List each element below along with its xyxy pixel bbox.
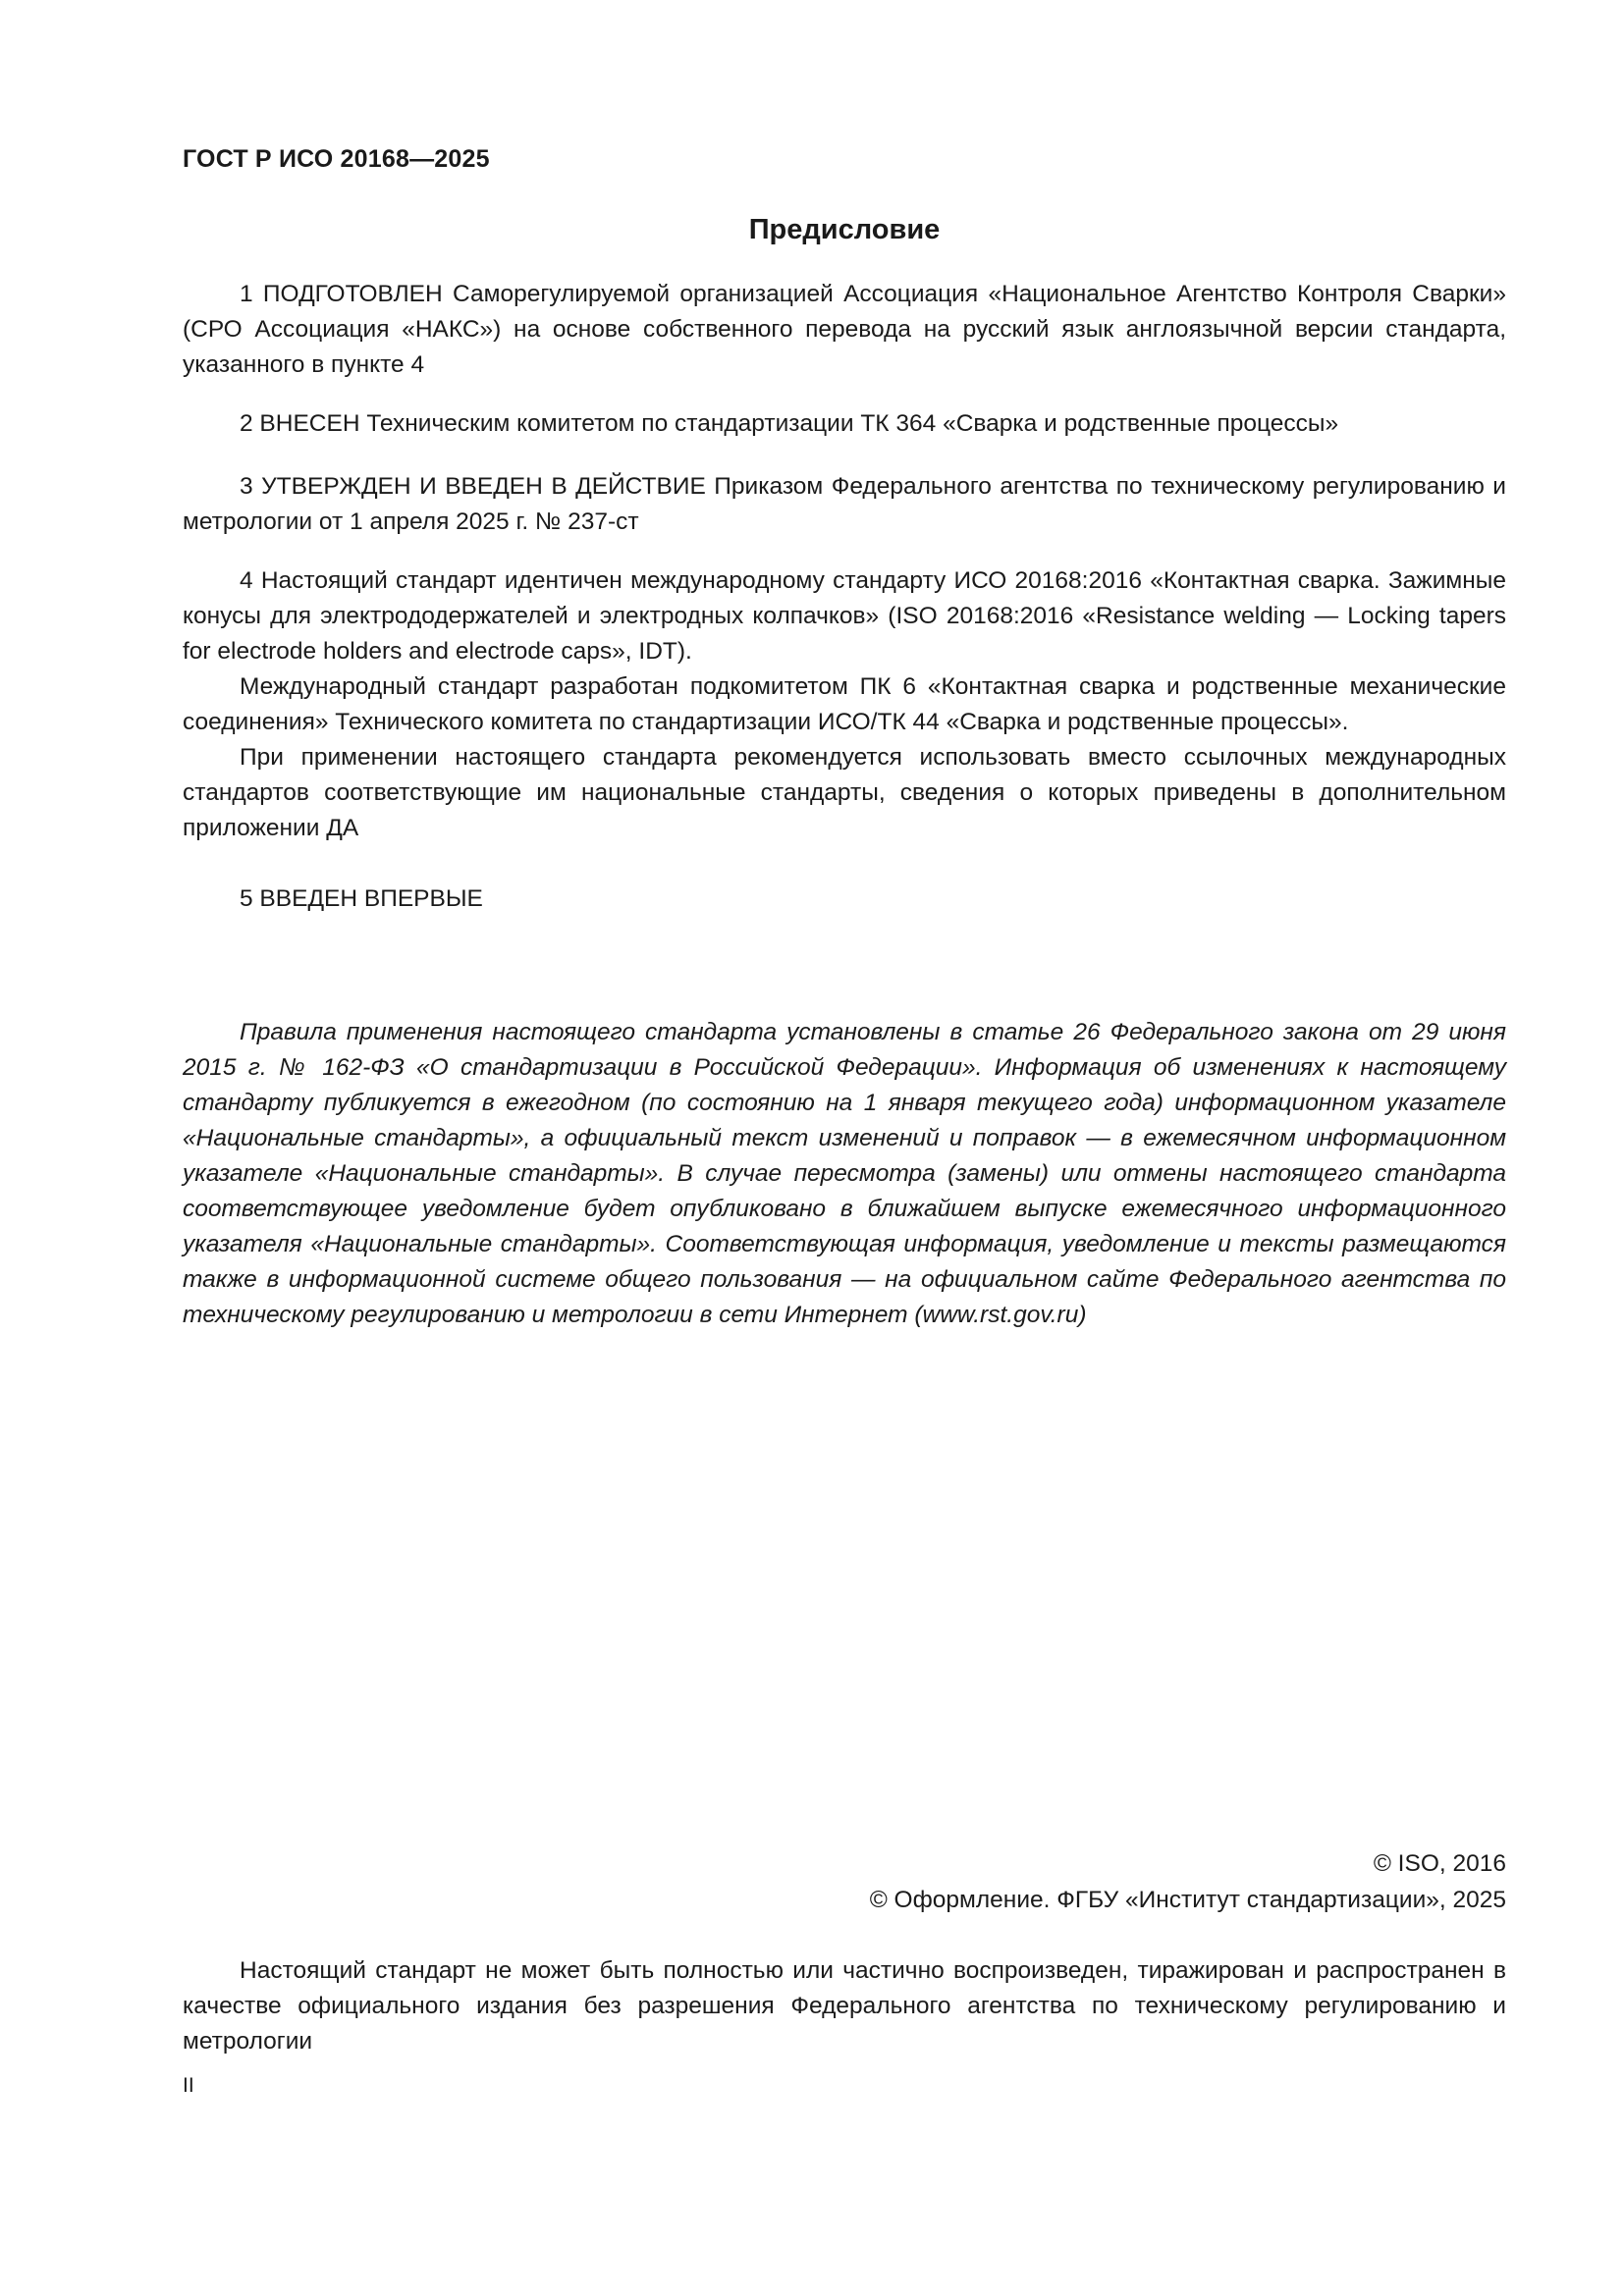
- foreword-item-1-text: 1 ПОДГОТОВЛЕН Саморегулируемой организацией Ассоциация «Национальное Агентство Контроля Сварки» (СРО Ассоциация «НАКС») на основе собственного перевода на русский язык англоязычной версии стандарта, указанного в пункте 4: [183, 281, 1506, 378]
- foreword-item-4-paragraph-2: Международный стандарт разработан подкомитетом ПК 6 «Контактная сварка и родственные механические соединения» Технического комитета по стандартизации ИСО/ТК 44 «Сварка и родственные процессы».: [183, 673, 1506, 735]
- foreword-item-3-text: 3 УТВЕРЖДЕН И ВВЕДЕН В ДЕЙСТВИЕ Приказом Федерального агентства по техническому регулированию и метрологии от 1 апреля 2025 г. № 237-ст: [183, 473, 1506, 535]
- application-rules-notice-text: Правила применения настоящего стандарта установлены в статье 26 Федерального закона от 29 июня 2015 г. № 162-ФЗ «О стандартизации в Российской Федерации». Информация об изменениях к настоящему стандарту публикуется в ежегодном (по состоянию на 1 января текущего года) информационном указателе «Национальные стандарты», а официальный текст изменений и поправок — в ежемесячном информационном указателе «Национальные стандарты». В случае пересмотра (замены) или отмены настоящего стандарта соответствующее уведомление будет опубликовано в ближайшем выпуске ежемесячного информационного указателя «Национальные стандарты». Соответствующая информация, уведомление и тексты размещаются также в информационной системе общего пользования — на официальном сайте Федерального агентства по техническому регулированию и метрологии в сети Интернет (www.rst.gov.ru): [183, 1019, 1506, 1328]
- reproduction-restriction-text: Настоящий стандарт не может быть полностью или частично воспроизведен, тиражирован и распространен в качестве официального издания без разрешения Федерального агентства по техническому регулированию и метрологии: [183, 1957, 1506, 2055]
- foreword-item-3: [183, 469, 1506, 540]
- page-number: II: [183, 2074, 194, 2097]
- foreword-item-1: [183, 277, 1506, 383]
- page-title: Предисловие: [748, 214, 941, 245]
- application-rules-notice: [183, 1015, 1506, 1333]
- copyright-block: [183, 1845, 1506, 1918]
- document-standard-number: ГОСТ Р ИСО 20168—2025: [183, 145, 490, 173]
- foreword-item-2: [183, 406, 1506, 442]
- foreword-item-5-text: 5 ВВЕДЕН ВПЕРВЫЕ: [240, 885, 483, 912]
- foreword-item-2-text: 2 ВНЕСЕН Техническим комитетом по стандартизации ТК 364 «Сварка и родственные процессы»: [240, 410, 1339, 437]
- reproduction-restriction-note: [183, 1953, 1506, 2059]
- copyright-line-iso: © ISO, 2016: [1373, 1850, 1506, 1877]
- page-content: [183, 0, 1506, 2296]
- foreword-item-4-paragraph-1: 4 Настоящий стандарт идентичен международному стандарту ИСО 20168:2016 «Контактная сварка. Зажимные конусы для электрододержателей и электродных колпачков» (ISO 20168:2016 «Resistance welding — Locking tapers for electrode holders and electrode caps», IDT).: [183, 567, 1506, 665]
- foreword-item-4-paragraph-3: При применении настоящего стандарта рекомендуется использовать вместо ссылочных международных стандартов соответствующие им национальные стандарты, сведения о которых приведены в дополнительном приложении ДА: [183, 744, 1506, 841]
- copyright-line-design: © Оформление. ФГБУ «Институт стандартизации», 2025: [869, 1887, 1506, 1913]
- foreword-item-4: [183, 563, 1506, 846]
- foreword-item-5: [183, 881, 1506, 917]
